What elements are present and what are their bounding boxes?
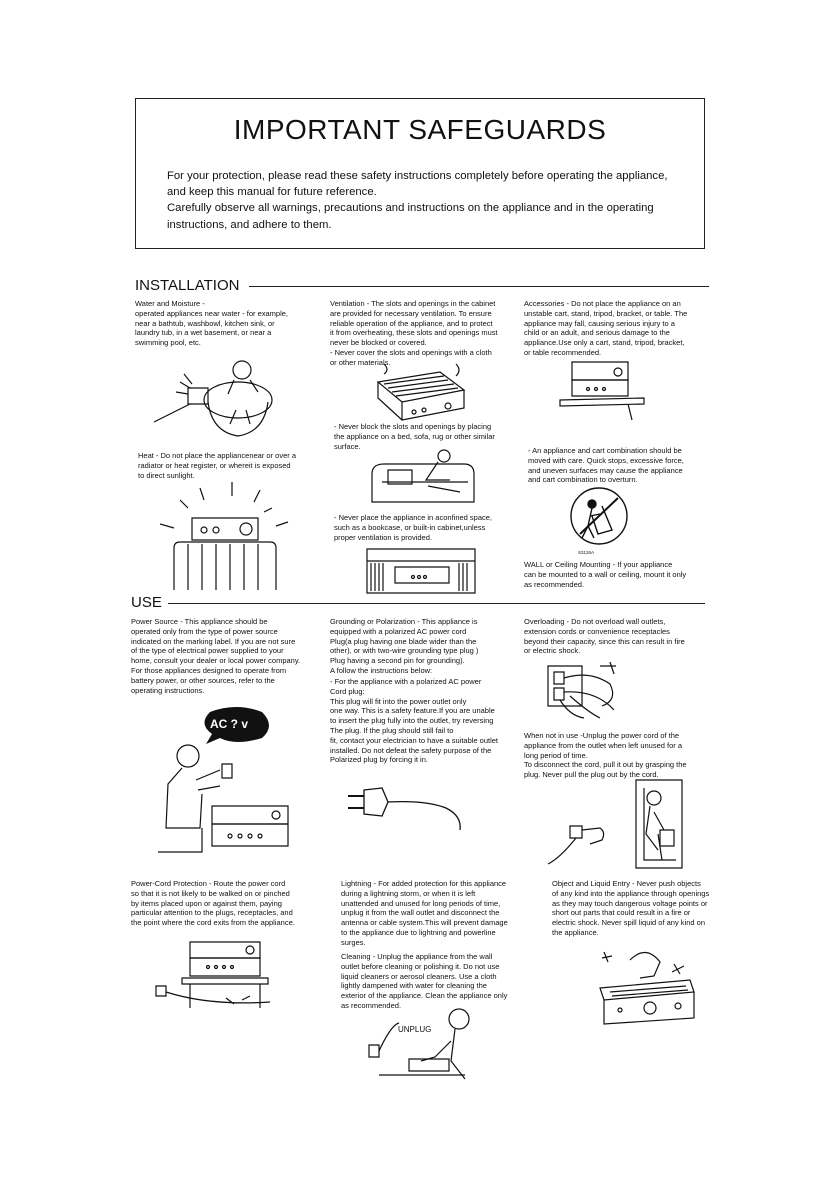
bubble-label: AC ? v bbox=[210, 717, 249, 731]
heat-illustration bbox=[160, 478, 290, 590]
cleaning-text: Cleaning - Unplug the appliance from the wall outlet before cleaning or polishing it. Do not use liquid cleaners or aerosol cleaners. Use a cloth lightly dampened with water for cleaning the exterior of the appliance. Clean the appliance only as recommended. bbox=[341, 952, 508, 1010]
sofa-illustration bbox=[368, 446, 478, 506]
ventilation-cloth-illustration bbox=[370, 362, 470, 422]
heat-text: Heat - Do not place the appliancenear or over a radiator or heat register, or whereit is exposed to direct sunlight. bbox=[138, 451, 297, 480]
overloading-text: Overloading - Do not overload wall outlets, extension cords or convenience receptacles beyond their capacity, since this can result in fire or electric shock. bbox=[524, 617, 685, 656]
grounding-text: Grounding or Polarization - This appliance is equipped with a polarized AC power cord Plug(a plug having one blade wider than the other), or with two-wire grounding type plug ) Plug having a second pin for grounding). A follow the instructions below: bbox=[330, 617, 479, 675]
not-in-use-text: When not in use -Unplug the power cord of the appliance from the outlet when left unused for a long period of time. To disconnect the cord, pull it out by grasping the plug. Never pull the plug out by the cord. bbox=[524, 731, 687, 780]
power-cord-text: Power-Cord Protection - Route the power cord so that it is not likely to be walked on or pinched by items placed upon or against them, paying particular attention to the plugs, receptacles, and the point where the cord exits from the appliance. bbox=[131, 879, 295, 928]
intro-text: For your protection, please read these safety instructions completely before operating the appliance, and keep this manual for future reference. Carefully observe all warnings, precautions and instructions on the appliance and in the operating instructions, and adhere to them. bbox=[167, 170, 668, 231]
cleaning-illustration bbox=[365, 1005, 477, 1081]
polarized-plug-illustration bbox=[346, 782, 466, 832]
cart-label: S3126A bbox=[578, 550, 595, 555]
power-cord-illustration bbox=[150, 940, 280, 1008]
object-entry-illustration bbox=[590, 942, 700, 1028]
unstable-table-illustration bbox=[558, 360, 648, 420]
wall-mount-text: WALL or Ceiling Mounting - If your appliance can be mounted to a wall or ceiling, mount it only as recommended. bbox=[524, 560, 687, 589]
power-source-illustration bbox=[158, 744, 290, 860]
page-title: IMPORTANT SAFEGUARDS bbox=[233, 114, 607, 145]
polarized-plug-text: - For the appliance with a polarized AC power Cord plug: This plug will fit into the power outlet only one way. This is a safety feature.If you are unable to insert the plug fully into the outlet, try reversing The plug. If the plug should still fail to fit, contact your electrician to have a suitable outlet installed. Do not defeat the safety purpose of the Polarized plug by forcing it in. bbox=[330, 677, 499, 765]
accessories-text: Accessories - Do not place the appliance on an unstable cart, stand, tripod, bracket, or table. The appliance may fall, causing serious injury to a child or an adult, and serious damage to the appliance.Use only a cart, stand, tripod, bracket, or table recommended. bbox=[524, 299, 688, 357]
installation-rule bbox=[249, 286, 709, 287]
use-heading: USE bbox=[131, 594, 162, 611]
water-moisture-text: Water and Moisture - operated appliances near water - for example, near a bathtub, washbowl, kitchen sink, or laundry tub, in a wet basement, or near a swimming pool, etc. bbox=[135, 299, 289, 348]
cart-text: - An appliance and cart combination should be moved with care. Quick stops, excessive force, and uneven surfaces may cause the appliance and cart combination to overturn. bbox=[528, 446, 684, 485]
ventilation-text: Ventilation - The slots and openings in the cabinet are provided for necessary ventilation. To ensure reliable operation of the appliance, and to protect it from overheating, these slots and openings must never be blocked or covered. - Never cover the slots and openings with a cloth or other materials. bbox=[330, 299, 498, 367]
never-place-text: - Never place the appliance in aconfined space, such as a bookcase, or built-in cabinet,unless proper ventilation is provided. bbox=[334, 513, 493, 542]
object-liquid-text: Object and Liquid Entry - Never push objects of any kind into the appliance through openings as they may touch dangerous voltage points or short out parts that could result in a fire or electric shock. Never spill liquid of any kind on the appliance. bbox=[552, 879, 710, 937]
installation-heading: INSTALLATION bbox=[135, 277, 240, 294]
cart-warning-icon bbox=[568, 486, 630, 550]
bookcase-illustration bbox=[365, 547, 477, 595]
unplug-cord-illustration bbox=[546, 778, 686, 870]
overloaded-outlet-illustration bbox=[540, 660, 620, 720]
lightning-text: Lightning - For added protection for this appliance during a lightning storm, or when it is left unattended and unused for long periods of time, unplug it from the wall outlet and disconnect the antenna or cable system.This will prevent damage to the appliance due to lightning and powerline surges. bbox=[341, 879, 508, 947]
water-moisture-illustration bbox=[150, 352, 280, 444]
use-rule bbox=[168, 603, 705, 604]
unplug-label: UNPLUG bbox=[398, 1025, 432, 1034]
never-block-text: - Never block the slots and openings by placing the appliance on a bed, sofa, rug or other similar surface. bbox=[334, 422, 495, 451]
power-source-text: Power Source - This appliance should be operated only from the type of power source indicated on the marking label. If you are not sure of the type of electrical power supplied to your home, consult your dealer or local power company. For those appliances designed to operate from battery power, or other sources, refer to the operating instructions. bbox=[131, 617, 301, 695]
